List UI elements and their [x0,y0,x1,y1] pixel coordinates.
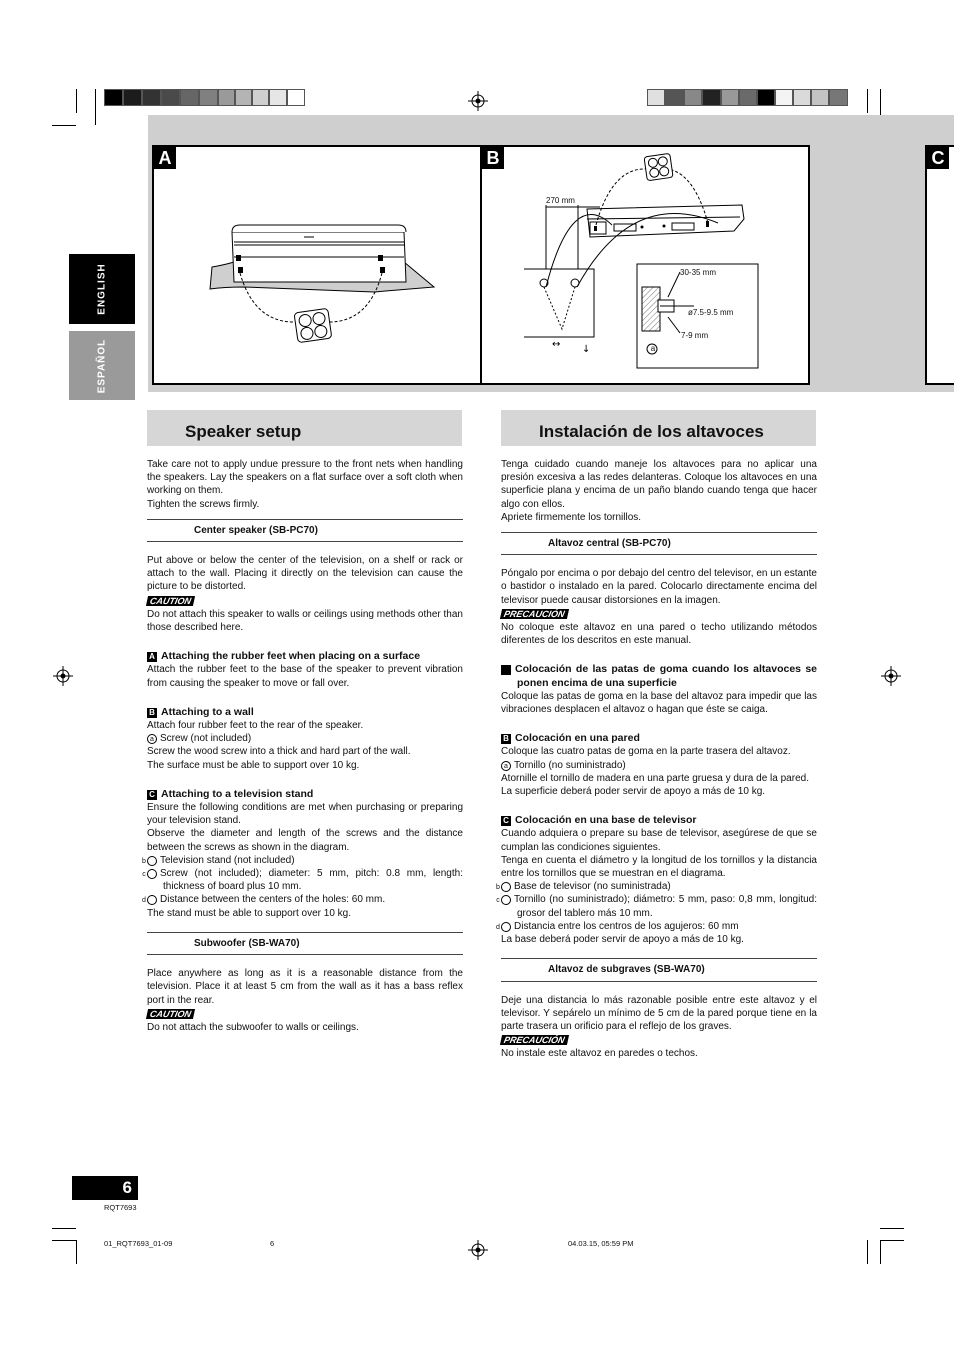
figure-c-letter: C [927,147,949,169]
tab-spanish-label: ESPAÑOL [96,338,108,393]
tab-english-label: ENGLISH [96,263,108,315]
figure-b-illustration [482,147,808,383]
subsection-a-title: Attaching the rubber feet when placing on a surface [161,650,421,663]
caution-label: PRECAUCIÓN [500,1035,569,1045]
subsection-a-heading [147,650,463,663]
list-item: b Television stand (not included) [142,854,295,866]
subsection-c-body: La base deberá poder servir de apoyo a más de 10 kg. [501,934,744,946]
registration-target-icon [468,91,488,111]
section-title-english: Speaker setup [147,410,462,446]
page-number: 6 [72,1176,138,1200]
box-letter: A [147,652,157,662]
figure-a [152,145,482,385]
subsection-c-body: Cuando adquiera o prepare su base de televisor, asegúrese de que se cumplan las condiciones siguientes. [501,828,817,853]
subsection-c-body: Ensure the following conditions are met when purchasing or preparing your television stand. [147,802,463,827]
subsection-b-body: Atornille el tornillo de madera en una parte gruesa y dura de la pared. [501,772,809,784]
subsection-b-title: Colocación en una pared [515,732,640,745]
intro-paragraph: Take care not to apply undue pressure to the front nets when handling the speakers. Lay the speakers on a flat surface over a soft cloth when working on them. [147,459,463,497]
circled-letter: b [501,882,511,892]
subsection-b-body: Attach four rubber feet to the rear of the speaker. [147,720,364,732]
english-column [142,458,463,1034]
center-speaker-body: Put above or below the center of the television, on a shelf or rack or attach to the wall. Placing it directly on the television can cause the picture to be distorted. [147,555,463,593]
subwoofer-caution: No instale este altavoz en paredes o techos. [501,1048,698,1060]
dimension-hole-diameter: ø7.5-9.5 mm [688,308,734,317]
center-speaker-caution: No coloque este altavoz en una pared o techo utilizando métodos diferentes de los descritos en este manual. [501,622,817,647]
circled-letter: d [501,922,511,932]
inset-label-a: a [650,344,656,353]
subsection-a-body: Coloque las patas de goma en la base del altavoz para impedir que las vibraciones desplacen el altavoz o hagan que éste se caiga. [501,690,817,716]
caution-label: CAUTION [146,1009,195,1019]
box-letter: B [147,708,157,718]
subsection-c-body: Tenga en cuenta el diámetro y la longitud de los tornillos y la distancia entre los tornillos que se muestran en el diagrama. [501,854,817,880]
list-item: d Distance between the centers of the holes: 60 mm. [142,894,386,906]
subsection-c-body: The stand must be able to support over 10 kg. [147,907,352,919]
intro-paragraph: Tenga cuidado cuando maneje los altavoces para no aplicar una presión excesiva a las redes delanteras. Coloque los altavoces en una superficie plana y encima de un paño blando cuando tenga que hacer algo con ellos. [501,459,817,510]
registration-target-icon [468,1240,488,1260]
figure-b [480,145,810,385]
circled-letter: c [147,869,157,879]
subwoofer-body: Place anywhere as long as it is a reasonable distance from the television. Place it at least 5 cm from the wall as it has a bass reflex port in the rear. [147,968,463,1006]
list-item: d Distancia entre los centros de los agujeros: 60 mm [496,920,739,932]
subsection-c-title: Colocación en una base de televisor [515,814,697,827]
footer-file: 01_RQT7693_01-09 [104,1239,173,1248]
doc-code: RQT7693 [104,1203,137,1212]
spanish-column [495,458,817,1061]
box-letter: C [147,790,157,800]
dimension-7-9mm: 7-9 mm [681,331,709,340]
svg-text:↓: ↓ [582,344,591,355]
figure-a-illustration [154,147,480,383]
center-speaker-heading: Altavoz central (SB-PC70) [501,532,817,555]
svg-text:↔: ↔ [552,339,561,350]
list-item: c Tornillo (no suministrado); diámetro: 5 mm, paso: 0,8 mm, longitud: grosor del tablero más 10 mm. [496,894,817,919]
center-speaker-body: Póngalo por encima o por debajo del centro del televisor, en un estante o bastidor o instalado en la pared. Colocarlo directamente encima del televisor puede causar distorsiones en la imagen. [501,568,817,606]
box-letter: B [501,734,511,744]
subwoofer-heading: Altavoz de subgraves (SB-WA70) [501,958,817,981]
list-item: a Screw (not included) [147,732,463,745]
circled-letter: a [501,761,511,771]
center-speaker-caution: Do not attach this speaker to walls or ceilings using methods other than those described here. [147,608,463,634]
circled-letter: d [147,895,157,905]
box-letter: C [501,816,511,826]
subwoofer-body: Deje una distancia lo más razonable posible entre este altavoz y el televisor. Y sepárelo un mínimo de 5 cm de la pared porque tiene en la parte trasera un orificio para el reflejo de los graves. [501,994,817,1032]
center-speaker-heading: Center speaker (SB-PC70) [147,519,463,542]
box-letter: A [501,665,511,675]
subsection-b-body: Coloque las cuatro patas de goma en la parte trasera del altavoz. [501,746,791,758]
list-item: a Tornillo (no suministrado) [501,759,817,772]
subsection-c-heading [147,788,463,801]
subsection-a-body: Attach the rubber feet to the base of the speaker to prevent vibration from causing the speaker to move or fall over. [147,664,463,689]
subsection-b-body: Screw the wood screw into a thick and hard part of the wall. [147,746,411,758]
caution-label: CAUTION [146,596,195,606]
circled-letter: c [501,895,511,905]
subsection-b-body: La superficie deberá poder servir de apoyo a más de 10 kg. [501,786,766,798]
footer-page: 6 [270,1239,275,1248]
registration-target-icon [881,666,901,686]
figure-a-letter: A [154,147,176,169]
subsection-a-title: Colocación de las patas de goma cuando los altavoces se ponen encima de una superficie [515,663,817,689]
intro-paragraph: Apriete firmemente los tornillos. [501,511,642,523]
section-title-spanish: Instalación de los altavoces [501,410,816,446]
dimension-30-35mm: 30-35 mm [680,268,717,277]
intro-paragraph: Tighten the screws firmly. [147,498,260,510]
figure-b-letter: B [482,147,504,169]
list-item: c Screw (not included); diameter: 5 mm, pitch: 0.8 mm, length: thickness of board plus 10 mm. [142,868,463,893]
list-item: b Base de televisor (no suministrada) [496,881,671,893]
dimension-270mm: 270 mm [546,196,575,205]
subsection-c-body: Observe the diameter and length of the screws and the distance between the screws as shown in the diagram. [147,828,463,853]
circled-letter: b [147,856,157,866]
figure-c [925,145,954,385]
tab-spanish[interactable] [69,331,135,400]
subsection-b-heading [501,732,817,745]
circled-letter: a [147,734,157,744]
subsection-c-title: Attaching to a television stand [161,787,314,800]
subsection-a-heading [495,663,817,689]
subwoofer-caution: Do not attach the subwoofer to walls or ceilings. [147,1021,359,1033]
subsection-b-body: The surface must be able to support over 10 kg. [147,759,360,771]
subsection-b-title: Attaching to a wall [161,705,254,718]
subsection-c-heading [501,814,817,827]
registration-target-icon [53,666,73,686]
subwoofer-heading: Subwoofer (SB-WA70) [147,932,463,955]
caution-label: PRECAUCIÓN [500,609,569,619]
tab-english[interactable] [69,254,135,324]
footer-timestamp: 04.03.15, 05:59 PM [568,1239,634,1248]
subsection-b-heading [147,706,463,719]
